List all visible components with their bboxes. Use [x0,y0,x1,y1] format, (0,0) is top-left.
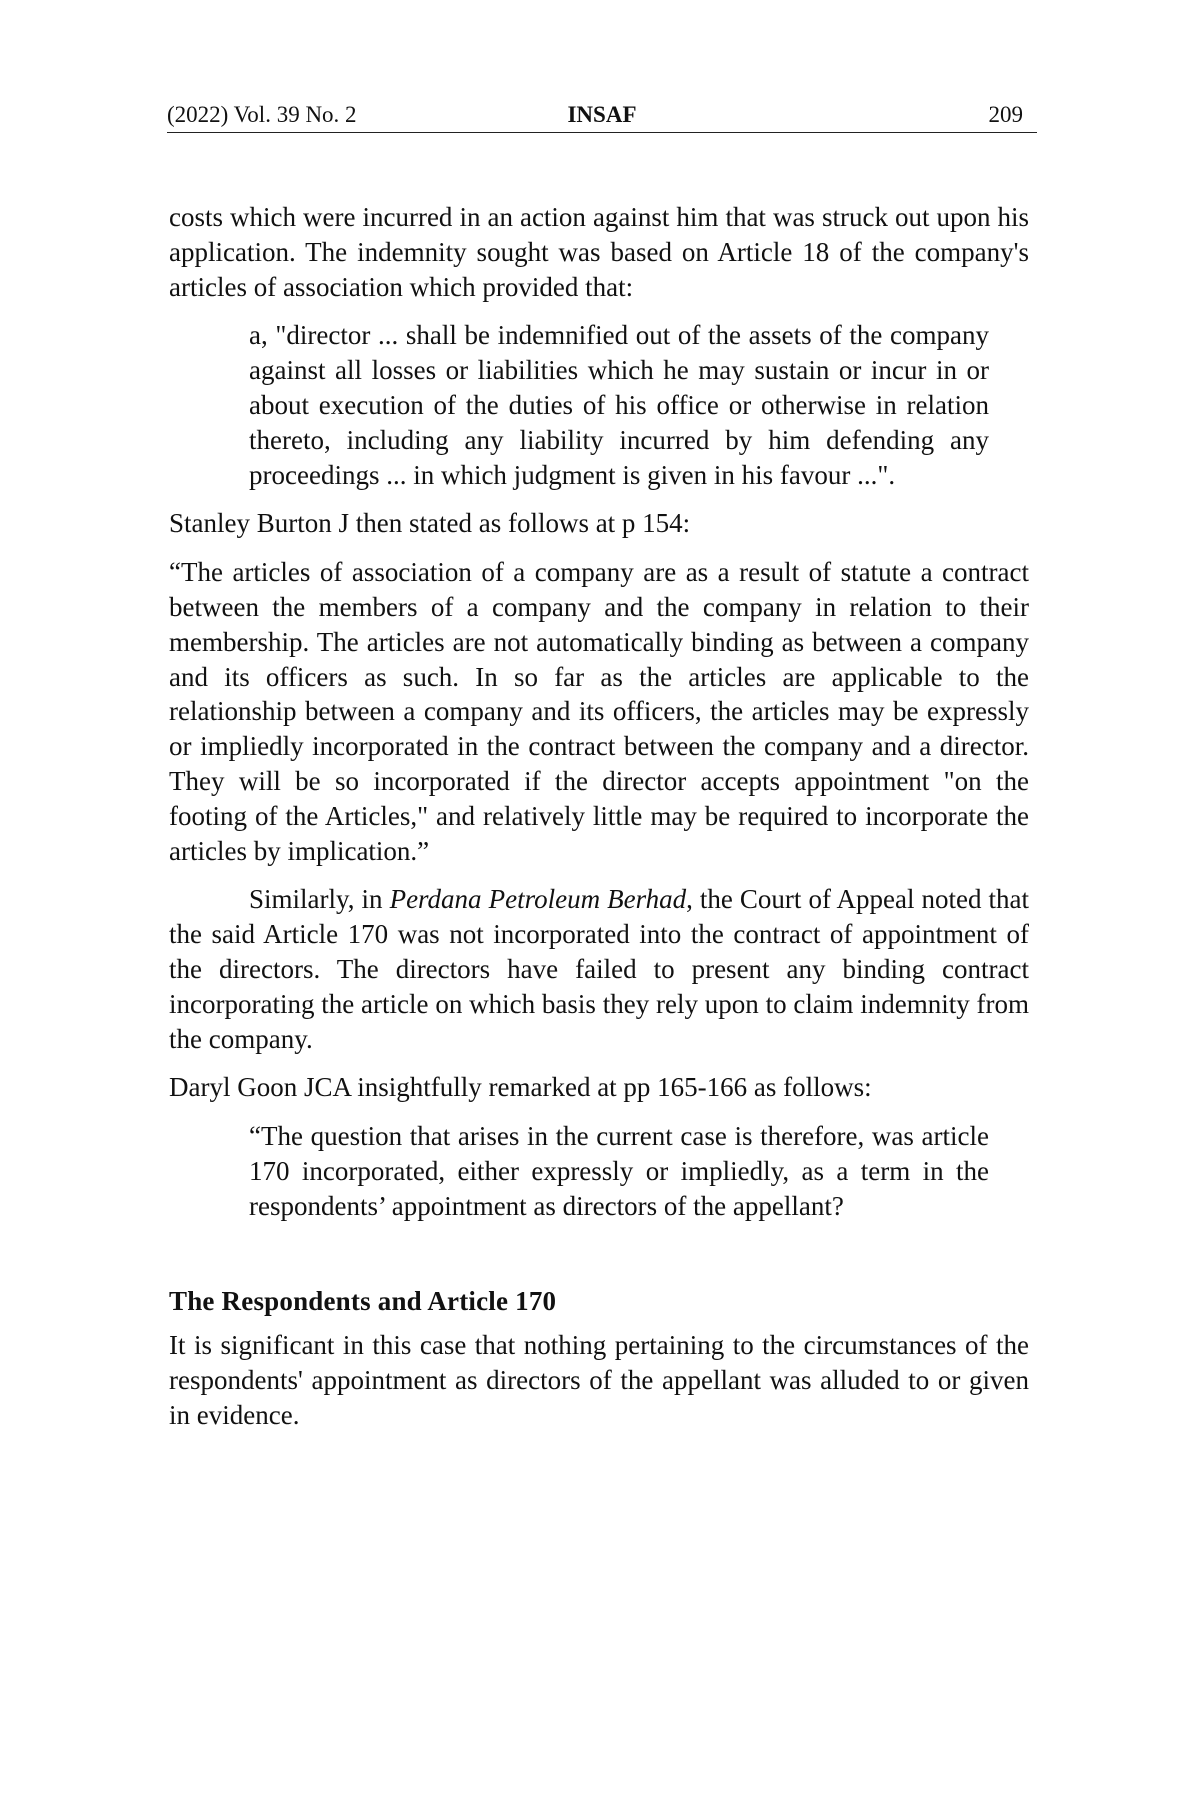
journal-title: INSAF [567,102,637,127]
paragraph-4-end: , the Court of Appeal noted that the said Article 170 was not incorporated into the contract of appointment of the directors. The directors have failed to present any binding contract incorporating the article on which basis they rely upon to claim indemnity from the company. [169,884,1030,1054]
running-header [167,98,1037,133]
issue-info: (2022) Vol. 39 No. 2 [167,102,357,127]
page-body [169,200,1029,1447]
paragraph-4 [169,882,1029,1056]
paragraph-2: Stanley Burton J then stated as follows at p 154: [169,508,691,539]
case-name: Perdana Petroleum Berhad [389,884,687,915]
paragraph-1: costs which were incurred in an action against him that was struck out upon his application. The indemnity sought was based on Article 18 of the company's articles of association which provided that: [169,202,1029,302]
block-quote-article-170: “The question that arises in the current case is therefore, was article 170 incorporated, either expressly or impliedly, as a term in the respondents’ appointment as directors of the appellant? [249,1121,989,1221]
block-quote-article-18: a, "director ... shall be indemnified out of the assets of the company against all losses or liabilities which he may sustain or incur in or about execution of the duties of his office or otherwise in relation thereto, including any liability incurred by him defending any proceedings ... in which judgment is given in his favour ...". [249,320,989,490]
paragraph-4-start: Similarly, in [249,884,390,915]
paragraph-6: It is significant in this case that nothing pertaining to the circumstances of the respondents' appointment as directors of the appellant was alluded to or given in evidence. [169,1330,1029,1430]
section-heading: The Respondents and Article 170 [169,1285,557,1316]
paragraph-3-quotation: “The articles of association of a company are as a result of statute a contract between the members of a company and the company in relation to their membership. The articles are not automatically binding as between a company and its officers as such. In so far as the articles are applicable to the relationship between a company and its officers, the articles may be expressly or impliedly incorporated in the contract between the company and a director. They will be so incorporated if the director accepts appointment "on the footing of the Articles," and relatively little may be required to incorporate the articles by implication.” [169,557,1029,866]
paragraph-5: Daryl Goon JCA insightfully remarked at pp 165-166 as follows: [169,1072,872,1103]
page-number: 209 [988,102,1023,127]
